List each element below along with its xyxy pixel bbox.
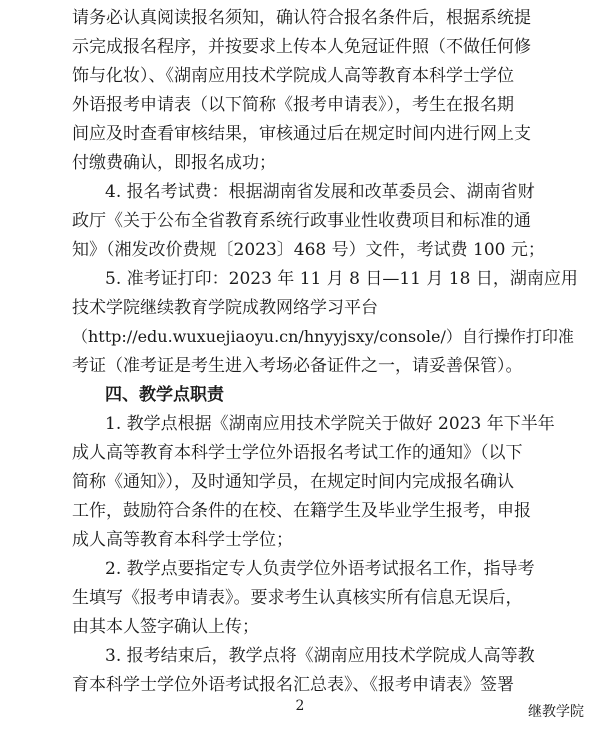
text-line: 付缴费确认，即报名成功； — [72, 153, 276, 173]
text-line: 饰与化妆）、《湖南应用技术学院成人高等教育本科学士学位 — [72, 66, 514, 86]
text-line: （http://edu.wuxuejiaoyu.cn/hnyyjsxy/console/）自行操作打印准 — [72, 327, 574, 346]
text-line: 外语报考申请表（以下简称《报考申请表》），考生在报名期 — [72, 95, 514, 115]
text-line: 示完成报名程序，并按要求上传本人免冠证件照（不做任何修 — [72, 37, 531, 57]
text-line: 间应及时查看审核结果，审核通过后在规定时间内进行网上支 — [72, 124, 531, 144]
text-line: 4. 报名考试费：根据湖南省发展和改革委员会、湖南省财 — [105, 182, 535, 202]
text-line: 技术学院继续教育学院成教网络学习平台 — [72, 298, 378, 318]
text-line: 3. 报考结束后，教学点将《湖南应用技术学院成人高等教 — [105, 646, 535, 666]
text-line: 成人高等教育本科学士学位外语报名考试工作的通知》（以下 — [72, 443, 523, 463]
watermark-text: 继教学院 — [528, 704, 584, 720]
text-line: 2. 教学点要指定专人负责学位外语考试报名工作，指导考 — [105, 559, 535, 579]
text-line: 5. 准考证打印：2023 年 11 月 8 日—11 月 18 日，湖南应用 — [105, 269, 578, 289]
text-line: 育本科学士学位外语考试报名汇总表》、《报考申请表》签署 — [72, 675, 514, 695]
text-line: 政厅《关于公布全省教育系统行政事业性收费项目和标准的通 — [72, 211, 531, 231]
text-line: 生填写《报考申请表》。要求考生认真核实所有信息无误后， — [72, 588, 523, 608]
text-line: 简称《通知》），及时通知学员，在规定时间内完成报名确认 — [72, 472, 514, 492]
page-number: 2 — [295, 698, 305, 714]
text-line: 工作，鼓励符合条件的在校、在籍学生及毕业学生报考，申报 — [72, 501, 531, 521]
text-line: 1. 教学点根据《湖南应用技术学院关于做好 2023 年下半年 — [105, 414, 555, 434]
text-line: 请务必认真阅读报名须知，确认符合报名条件后，根据系统提 — [72, 8, 531, 28]
text-line: 知》（湘发改价费规〔2023〕468 号）文件，考试费 100 元； — [72, 240, 545, 260]
section-heading: 四、教学点职责 — [105, 385, 224, 405]
text-line: 考证（准考证是考生进入考场必备证件之一，请妥善保管）。 — [72, 356, 523, 376]
text-line: 成人高等教育本科学士学位； — [72, 530, 293, 550]
text-line: 由其本人签字确认上传； — [72, 617, 259, 637]
